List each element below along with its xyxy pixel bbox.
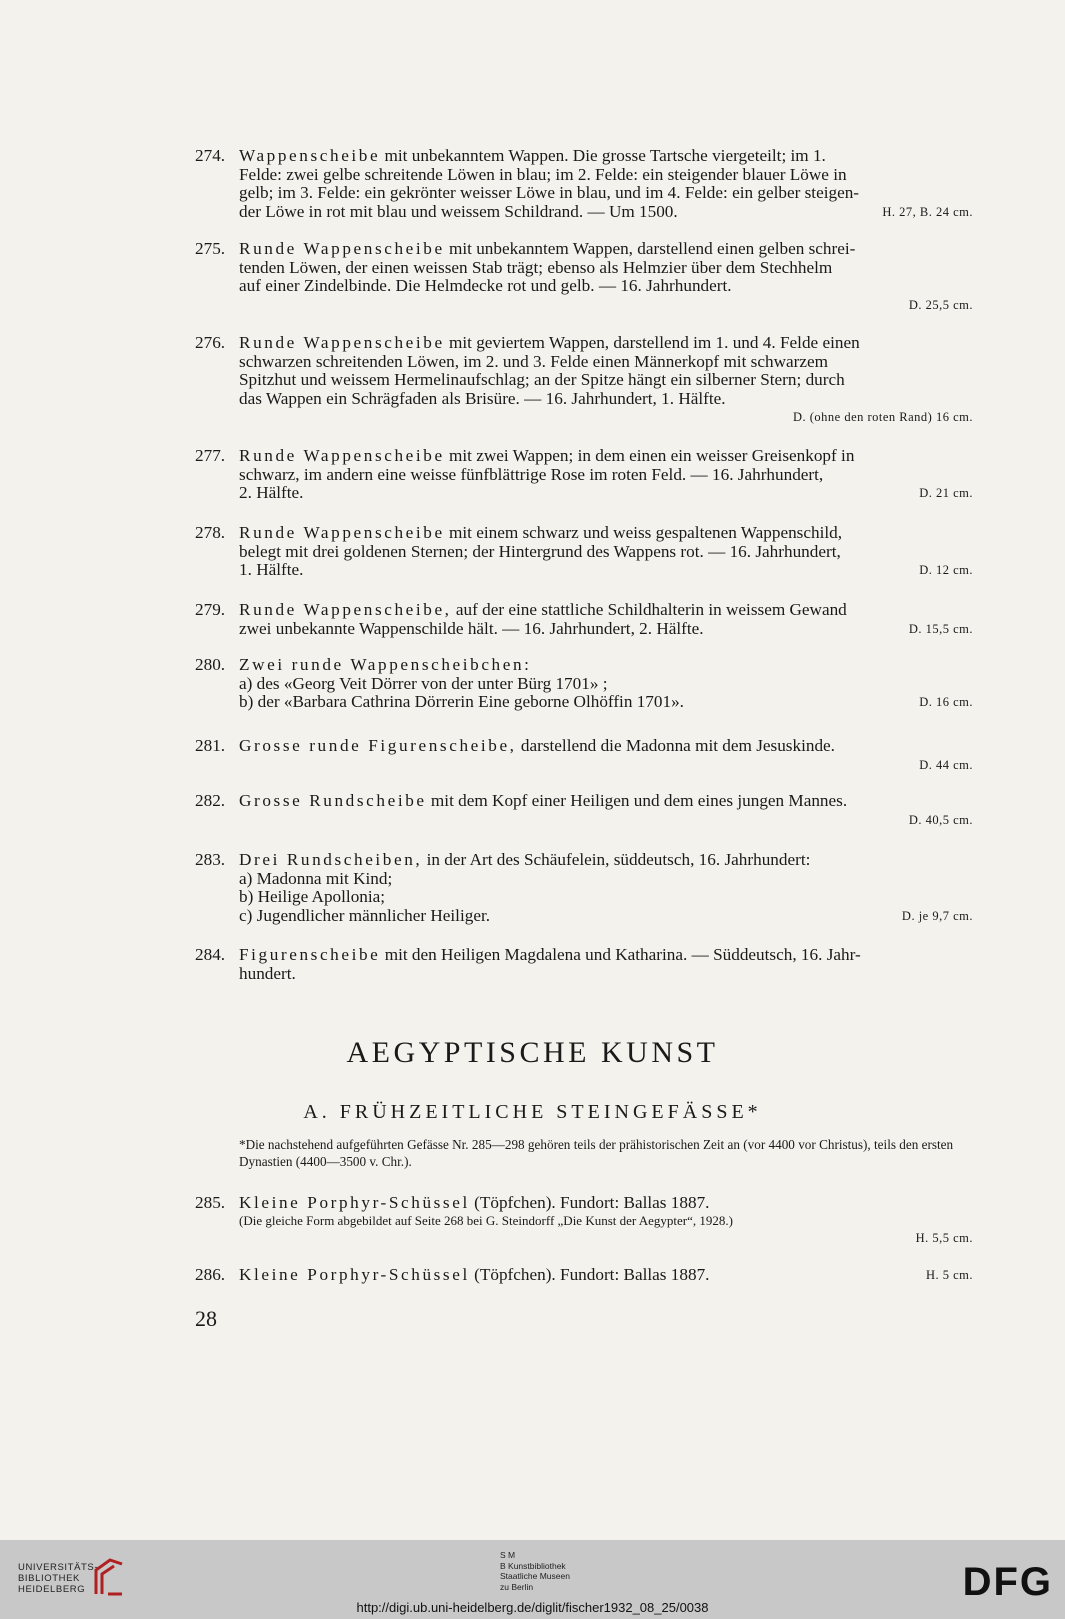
section-title: AEGYPTISCHE KUNST: [346, 1036, 719, 1069]
entry-heading: Runde Wappenscheibe: [239, 523, 445, 542]
catalog-entry-282: 282. Grosse Rundscheibe mit dem Kopf einer Heiligen und dem eines jungen Mannes. D. 40,5 cm.: [195, 791, 973, 827]
entry-number: 284.: [195, 945, 226, 964]
page-number: 28: [195, 1306, 217, 1331]
catalog-entry-275: 275. Runde Wappenscheibe mit unbekanntem Wappen, darstellend einen gelben schrei- tenden Löwen, der einen weissen Stab trägt; ebenso als Helmzier über dem Stechhelm auf einer Zindelbinde. Die Helmdecke rot und gelb. — 16. Jahrhundert. D. 25,5 cm.: [195, 239, 973, 312]
entry-number: 278.: [195, 523, 226, 542]
entry-heading: Figurenscheibe: [239, 945, 381, 964]
catalog-entry-281: 281. Grosse runde Figurenscheibe, darstellend die Madonna mit dem Jesuskinde. D. 44 cm.: [195, 736, 973, 772]
footer-bar: [0, 1540, 1065, 1619]
entry-number: 282.: [195, 791, 226, 810]
entry-heading: Runde Wappenscheibe: [239, 446, 445, 465]
catalog-entry-280: 280. Zwei runde Wappenscheibchen: a) des «Georg Veit Dörrer von der unter Bürg 1701» ; b) der «Barbara Cathrina Dörrerin Eine geborne Olhöffin 1701». D. 16 cm.: [195, 655, 973, 711]
catalog-entry-284: 284. Figurenscheibe mit den Heiligen Magdalena und Katharina. — Süddeutsch, 16. Jahr- hundert.: [195, 945, 861, 983]
entry-heading: Grosse runde Figurenscheibe,: [239, 736, 517, 755]
university-library-logo-text: UNIVERSITÄTS- BIBLIOTHEK HEIDELBERG: [18, 1562, 99, 1595]
entry-number: 275.: [195, 239, 226, 258]
entry-number: 281.: [195, 736, 226, 755]
subsection-title: A. FRÜHZEITLICHE STEINGEFÄSSE*: [303, 1101, 762, 1123]
catalog-entry-283: 283. Drei Rundscheiben, in der Art des Schäufelein, süddeutsch, 16. Jahrhundert: a) Madonna mit Kind; b) Heilige Apollonia; c) Jugendlicher männlicher Heiliger. D. je 9,7 cm.: [195, 850, 973, 925]
catalog-entry-279: 279. Runde Wappenscheibe, auf der eine stattliche Schildhalterin in weissem Gewand zwei unbekannte Wappenschilde hält. — 16. Jahrhundert, 2. Hälfte. D. 15,5 cm.: [195, 600, 973, 638]
entry-number: 283.: [195, 850, 226, 869]
entry-dimensions: H. 5,5 cm.: [915, 1230, 973, 1245]
catalog-entry-277: 277. Runde Wappenscheibe mit zwei Wappen; in dem einen ein weisser Greisenkopf in schwarz, im andern eine weisse fünfblättrige Rose im roten Feld. — 16. Jahrhundert, 2. Hälfte. D. 21 cm.: [195, 446, 973, 502]
entry-number: 277.: [195, 446, 226, 465]
source-url-link[interactable]: http://digi.ub.uni-heidelberg.de/diglit/fischer1932_08_25/0038: [356, 1600, 709, 1615]
entry-dimensions: D. (ohne den roten Rand) 16 cm.: [792, 410, 973, 424]
entry-dimensions: H. 5 cm.: [925, 1268, 973, 1282]
entry-heading: Drei Rundscheiben,: [239, 850, 423, 869]
entry-dimensions: D. 40,5 cm.: [908, 812, 973, 827]
catalog-entry-276: 276. Runde Wappenscheibe mit geviertem Wappen, darstellend im 1. und 4. Felde einen schwarzen schreitenden Löwen, im 2. und 3. Felde einen Männerkopf mit schwarzem Spitzhut und weissem Hermelinaufschlag; an der Spitze hängt ein silberner Stern; durch das Wappen ein Schrägfaden als Brisüre. — 16. Jahrhundert, 1. Hälfte. D. (ohne den roten Rand) 16 cm.: [195, 333, 973, 424]
entry-dimensions: D. 16 cm.: [919, 695, 973, 709]
entry-dimensions: D. 44 cm.: [919, 757, 973, 772]
entry-number: 285.: [195, 1193, 226, 1212]
catalog-entry-278: 278. Runde Wappenscheibe mit einem schwarz und weiss gespaltenen Wappenschild, belegt mit drei goldenen Sternen; der Hintergrund des Wappens rot. — 16. Jahrhundert, 1. Hälfte. D. 12 cm.: [195, 523, 973, 579]
entry-number: 276.: [195, 333, 226, 352]
entry-number: 286.: [195, 1265, 226, 1284]
entry-heading: Runde Wappenscheibe: [239, 333, 445, 352]
entry-heading: Runde Wappenscheibe,: [239, 600, 452, 619]
university-library-logo-icon: [92, 1558, 126, 1598]
entry-number: 274.: [195, 146, 226, 165]
catalog-entry-285: 285. Kleine Porphyr-Schüssel (Töpfchen). Fundort: Ballas 1887. (Die gleiche Form abgebildet auf Seite 268 bei G. Steindorff „Die Kunst der Aegypter“, 1928.) H. 5,5 cm.: [195, 1193, 973, 1245]
entry-number: 280.: [195, 655, 226, 674]
entry-heading: Kleine Porphyr-Schüssel: [239, 1193, 470, 1212]
entry-heading: Runde Wappenscheibe: [239, 239, 445, 258]
entry-heading: Kleine Porphyr-Schüssel: [239, 1265, 470, 1284]
entry-dimensions: D. je 9,7 cm.: [901, 908, 973, 923]
catalog-entry-274: 274. Wappenscheibe mit unbekanntem Wappen. Die grosse Tartsche viergeteilt; im 1. Felde: zwei gelbe schreitende Löwen in blau; im 2. Felde: ein steigender blauer Löwe in gelb; im 3. Felde: ein gekrönter weisser Löwe in blau, und im 4. Felde: ein gelber steigen- der Löwe in rot mit blau und weissem Schildrand. — Um 1500. H. 27, B. 24 cm.: [195, 146, 973, 221]
smb-logo-text: S M B Kunstbibliothek Staatliche Museen zu Berlin: [500, 1550, 570, 1592]
dfg-logo: DFG: [962, 1560, 1053, 1604]
entry-heading: Grosse Rundscheibe: [239, 791, 427, 810]
entry-heading: Zwei runde Wappenscheibchen:: [239, 655, 532, 674]
entry-note: (Die gleiche Form abgebildet auf Seite 268 bei G. Steindorff „Die Kunst der Aegypter“, 1928.): [239, 1212, 733, 1228]
footnote: *Die nachstehend aufgeführten Gefässe Nr. 285—298 gehören teils der prähistorischen Zeit an (vor 4400 vor Christus), teils den ersten Dynastien (4400—3500 v. Chr.).: [239, 1137, 954, 1169]
entry-dimensions: D. 21 cm.: [919, 486, 973, 500]
entry-dimensions: D. 25,5 cm.: [908, 297, 973, 312]
entry-dimensions: D. 15,5 cm.: [908, 621, 973, 636]
entry-dimensions: D. 12 cm.: [919, 563, 973, 577]
catalog-entry-286: 286. Kleine Porphyr-Schüssel (Töpfchen). Fundort: Ballas 1887. H. 5 cm.: [195, 1265, 973, 1284]
entry-heading: Wappenscheibe: [239, 146, 381, 165]
entry-dimensions: H. 27, B. 24 cm.: [882, 204, 973, 219]
entry-number: 279.: [195, 600, 226, 619]
